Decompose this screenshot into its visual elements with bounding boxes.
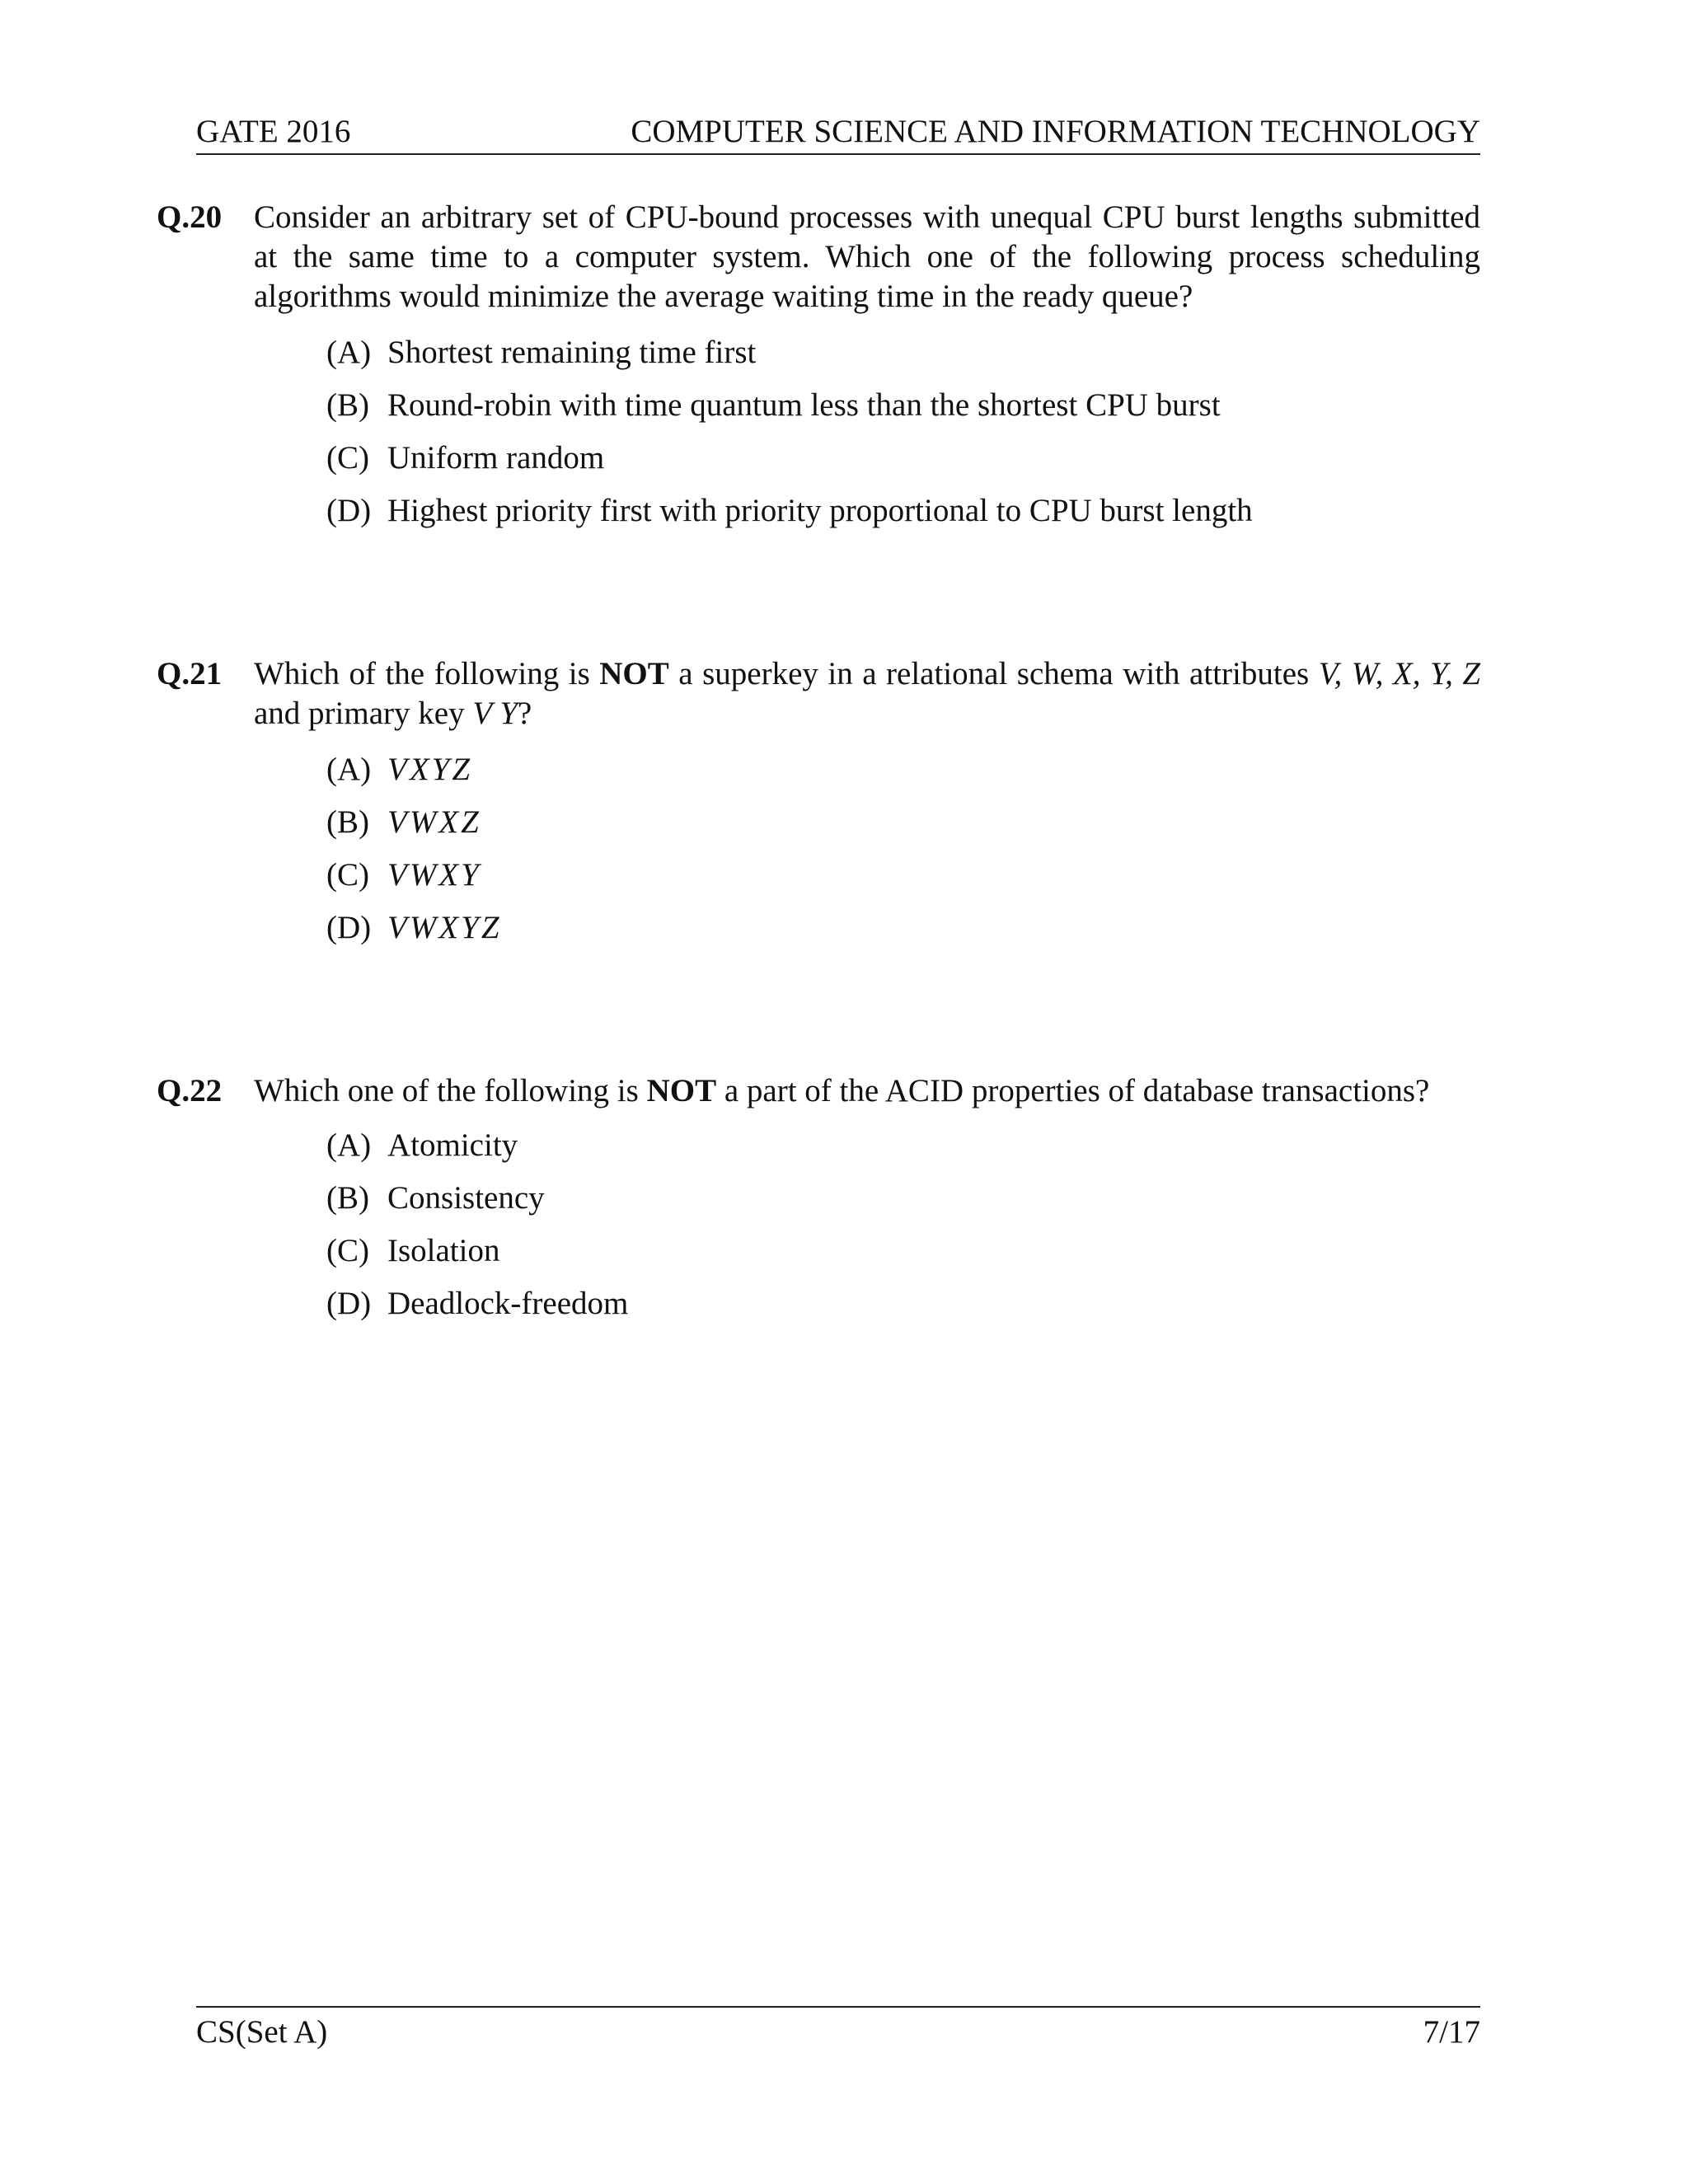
option-label: (D) xyxy=(326,493,372,528)
question-text-part: and primary key xyxy=(254,696,473,731)
question-text-part: ? xyxy=(517,696,532,731)
option-text: VWXYZ xyxy=(387,910,502,945)
question-number: Q.21 xyxy=(157,656,223,691)
page-footer xyxy=(196,2006,1480,2057)
option-label: (A) xyxy=(326,335,372,370)
option-b xyxy=(326,1172,1480,1225)
option-label: (C) xyxy=(326,857,369,893)
attribute-list: V, W, X, Y, Z xyxy=(1318,656,1481,691)
option-text: VWXY xyxy=(387,857,481,893)
primary-key: V Y xyxy=(472,696,518,731)
question-text xyxy=(254,1071,1480,1111)
option-text: Consistency xyxy=(387,1180,545,1216)
option-text: VXYZ xyxy=(387,752,473,787)
subject-title: COMPUTER SCIENCE AND INFORMATION TECHNOLOGY xyxy=(631,114,1480,149)
option-text: VWXZ xyxy=(387,804,481,840)
option-d xyxy=(326,902,1480,954)
option-text: Atomicity xyxy=(387,1127,518,1163)
option-a xyxy=(326,743,1480,796)
page-number: 7/17 xyxy=(1423,2014,1480,2050)
emphasis-not: NOT xyxy=(599,656,669,691)
option-a xyxy=(326,326,1480,379)
option-d xyxy=(326,1277,1480,1330)
option-label: (B) xyxy=(326,1180,369,1216)
option-label: (B) xyxy=(326,804,369,840)
option-label: (C) xyxy=(326,440,369,476)
page-header xyxy=(196,110,1480,155)
question-text: Consider an arbitrary set of CPU-bound processes with unequal CPU burst lengths submitted at the same time to a computer system. Which one of the following process scheduling algorithms would minimize the average waiting time in the ready queue? xyxy=(254,199,1480,314)
option-text: Shortest remaining time first xyxy=(387,335,757,370)
option-c xyxy=(326,432,1480,485)
question-number: Q.22 xyxy=(157,1073,223,1108)
option-a xyxy=(326,1119,1480,1172)
question-text-part: a part of the ACID properties of database transactions? xyxy=(716,1073,1430,1108)
option-text: Deadlock-freedom xyxy=(387,1286,629,1321)
option-d xyxy=(326,485,1480,537)
emphasis-not: NOT xyxy=(646,1073,717,1108)
question-text xyxy=(254,654,1480,733)
question-text-part: Which one of the following is xyxy=(254,1073,647,1108)
question-number: Q.20 xyxy=(157,199,223,235)
option-list xyxy=(326,1119,1480,1330)
option-label: (D) xyxy=(326,910,372,945)
option-b xyxy=(326,796,1480,849)
option-label: (A) xyxy=(326,1127,372,1163)
option-list xyxy=(326,743,1480,954)
option-text: Highest priority first with priority proportional to CPU burst length xyxy=(387,493,1253,528)
option-label: (B) xyxy=(326,387,369,423)
option-text: Uniform random xyxy=(387,440,605,476)
option-text: Round-robin with time quantum less than the shortest CPU burst xyxy=(387,387,1221,423)
paper-set: CS(Set A) xyxy=(196,2014,328,2050)
exam-title: GATE 2016 xyxy=(196,114,351,149)
option-b xyxy=(326,379,1480,432)
question-text-part: a superkey in a relational schema with attributes xyxy=(668,656,1319,691)
option-list xyxy=(326,326,1480,537)
option-label: (A) xyxy=(326,752,372,787)
option-text: Isolation xyxy=(387,1233,500,1268)
option-label: (C) xyxy=(326,1233,369,1268)
option-c xyxy=(326,849,1480,902)
option-label: (D) xyxy=(326,1286,372,1321)
option-c xyxy=(326,1225,1480,1277)
question-text-part: Which of the following is xyxy=(254,656,600,691)
